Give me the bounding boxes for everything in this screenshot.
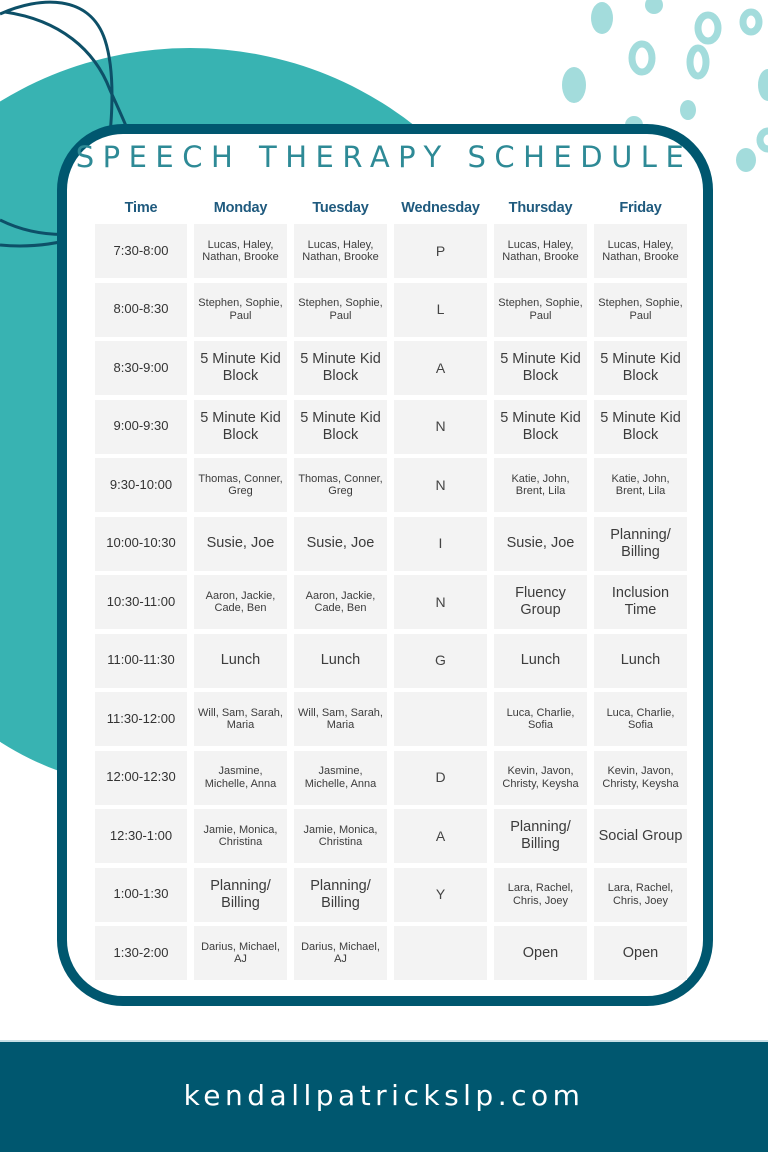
- cell-tuesday: Will, Sam, Sarah, Maria: [294, 692, 387, 746]
- cell-time: 12:00-12:30: [95, 751, 187, 805]
- table-row: [95, 400, 687, 454]
- cell-thursday: Katie, John, Brent, Lila: [494, 458, 587, 512]
- cell-tuesday: Thomas, Conner, Greg: [294, 458, 387, 512]
- cell-tuesday: Planning/ Billing: [294, 868, 387, 922]
- cell-tuesday: Lucas, Haley, Nathan, Brooke: [294, 224, 387, 278]
- cell-monday: Jasmine, Michelle, Anna: [194, 751, 287, 805]
- cell-wednesday: A: [394, 341, 487, 395]
- table-row: [95, 341, 687, 395]
- cell-friday: Lara, Rachel, Chris, Joey: [594, 868, 687, 922]
- cell-thursday: Stephen, Sophie, Paul: [494, 283, 587, 337]
- cell-wednesday: Y: [394, 868, 487, 922]
- cell-time: 10:00-10:30: [95, 517, 187, 571]
- page-title: SPEECH THERAPY SCHEDULE: [75, 140, 693, 174]
- cell-wednesday: N: [394, 458, 487, 512]
- cell-thursday: Open: [494, 926, 587, 980]
- cell-tuesday: Jasmine, Michelle, Anna: [294, 751, 387, 805]
- cell-thursday: 5 Minute Kid Block: [494, 341, 587, 395]
- header-monday: Monday: [213, 200, 268, 216]
- cell-monday: Planning/ Billing: [194, 868, 287, 922]
- table-row: [95, 634, 687, 688]
- cell-thursday: Lucas, Haley, Nathan, Brooke: [494, 224, 587, 278]
- cell-tuesday: Jamie, Monica, Christina: [294, 809, 387, 863]
- cell-tuesday: Susie, Joe: [294, 517, 387, 571]
- cell-friday: Stephen, Sophie, Paul: [594, 283, 687, 337]
- cell-monday: Will, Sam, Sarah, Maria: [194, 692, 287, 746]
- cell-monday: Darius, Michael, AJ: [194, 926, 287, 980]
- cell-friday: Kevin, Javon, Christy, Keysha: [594, 751, 687, 805]
- cell-wednesday: I: [394, 517, 487, 571]
- cell-thursday: Luca, Charlie, Sofia: [494, 692, 587, 746]
- schedule-table: [95, 224, 687, 985]
- header-friday: Friday: [619, 200, 662, 216]
- cell-friday: 5 Minute Kid Block: [594, 341, 687, 395]
- cell-time: 9:30-10:00: [95, 458, 187, 512]
- table-row: [95, 458, 687, 512]
- cell-wednesday: N: [394, 400, 487, 454]
- cell-time: 10:30-11:00: [95, 575, 187, 629]
- cell-wednesday: L: [394, 283, 487, 337]
- cell-thursday: Fluency Group: [494, 575, 587, 629]
- cell-friday: Inclusion Time: [594, 575, 687, 629]
- cell-wednesday: P: [394, 224, 487, 278]
- table-header: [95, 195, 687, 222]
- cell-wednesday: A: [394, 809, 487, 863]
- cell-monday: Jamie, Monica, Christina: [194, 809, 287, 863]
- header-time: Time: [124, 200, 158, 216]
- footer-bar: [0, 1040, 768, 1152]
- cell-time: 9:00-9:30: [95, 400, 187, 454]
- table-row: [95, 283, 687, 337]
- table-row: [95, 224, 687, 278]
- cell-monday: Stephen, Sophie, Paul: [194, 283, 287, 337]
- cell-time: 11:00-11:30: [95, 634, 187, 688]
- cell-time: 1:00-1:30: [95, 868, 187, 922]
- cell-thursday: 5 Minute Kid Block: [494, 400, 587, 454]
- website-url[interactable]: kendallpatrickslp.com: [183, 1079, 585, 1112]
- cell-friday: Lunch: [594, 634, 687, 688]
- cell-friday: 5 Minute Kid Block: [594, 400, 687, 454]
- cell-thursday: Kevin, Javon, Christy, Keysha: [494, 751, 587, 805]
- cell-tuesday: Lunch: [294, 634, 387, 688]
- cell-tuesday: Darius, Michael, AJ: [294, 926, 387, 980]
- cell-time: 12:30-1:00: [95, 809, 187, 863]
- cell-monday: Thomas, Conner, Greg: [194, 458, 287, 512]
- table-row: [95, 868, 687, 922]
- cell-time: 7:30-8:00: [95, 224, 187, 278]
- cell-wednesday: [394, 926, 487, 980]
- cell-monday: Lunch: [194, 634, 287, 688]
- cell-monday: 5 Minute Kid Block: [194, 400, 287, 454]
- cell-thursday: Planning/ Billing: [494, 809, 587, 863]
- cell-wednesday: [394, 692, 487, 746]
- header-wednesday: Wednesday: [401, 200, 480, 216]
- cell-friday: Lucas, Haley, Nathan, Brooke: [594, 224, 687, 278]
- cell-friday: Luca, Charlie, Sofia: [594, 692, 687, 746]
- cell-time: 1:30-2:00: [95, 926, 187, 980]
- cell-monday: Aaron, Jackie, Cade, Ben: [194, 575, 287, 629]
- cell-wednesday: G: [394, 634, 487, 688]
- cell-wednesday: N: [394, 575, 487, 629]
- header-tuesday: Tuesday: [312, 200, 369, 216]
- table-row: [95, 751, 687, 805]
- cell-time: 8:30-9:00: [95, 341, 187, 395]
- cell-friday: Katie, John, Brent, Lila: [594, 458, 687, 512]
- cell-monday: Susie, Joe: [194, 517, 287, 571]
- cell-tuesday: 5 Minute Kid Block: [294, 341, 387, 395]
- cell-thursday: Lunch: [494, 634, 587, 688]
- cell-monday: 5 Minute Kid Block: [194, 341, 287, 395]
- table-row: [95, 809, 687, 863]
- cell-tuesday: 5 Minute Kid Block: [294, 400, 387, 454]
- cell-time: 8:00-8:30: [95, 283, 187, 337]
- table-row: [95, 926, 687, 980]
- cell-friday: Open: [594, 926, 687, 980]
- cell-tuesday: Aaron, Jackie, Cade, Ben: [294, 575, 387, 629]
- cell-time: 11:30-12:00: [95, 692, 187, 746]
- cell-thursday: Lara, Rachel, Chris, Joey: [494, 868, 587, 922]
- header-thursday: Thursday: [508, 200, 573, 216]
- table-row: [95, 692, 687, 746]
- cell-friday: Planning/ Billing: [594, 517, 687, 571]
- cell-friday: Social Group: [594, 809, 687, 863]
- table-row: [95, 575, 687, 629]
- cell-monday: Lucas, Haley, Nathan, Brooke: [194, 224, 287, 278]
- cell-wednesday: D: [394, 751, 487, 805]
- cell-thursday: Susie, Joe: [494, 517, 587, 571]
- cell-tuesday: Stephen, Sophie, Paul: [294, 283, 387, 337]
- table-row: [95, 517, 687, 571]
